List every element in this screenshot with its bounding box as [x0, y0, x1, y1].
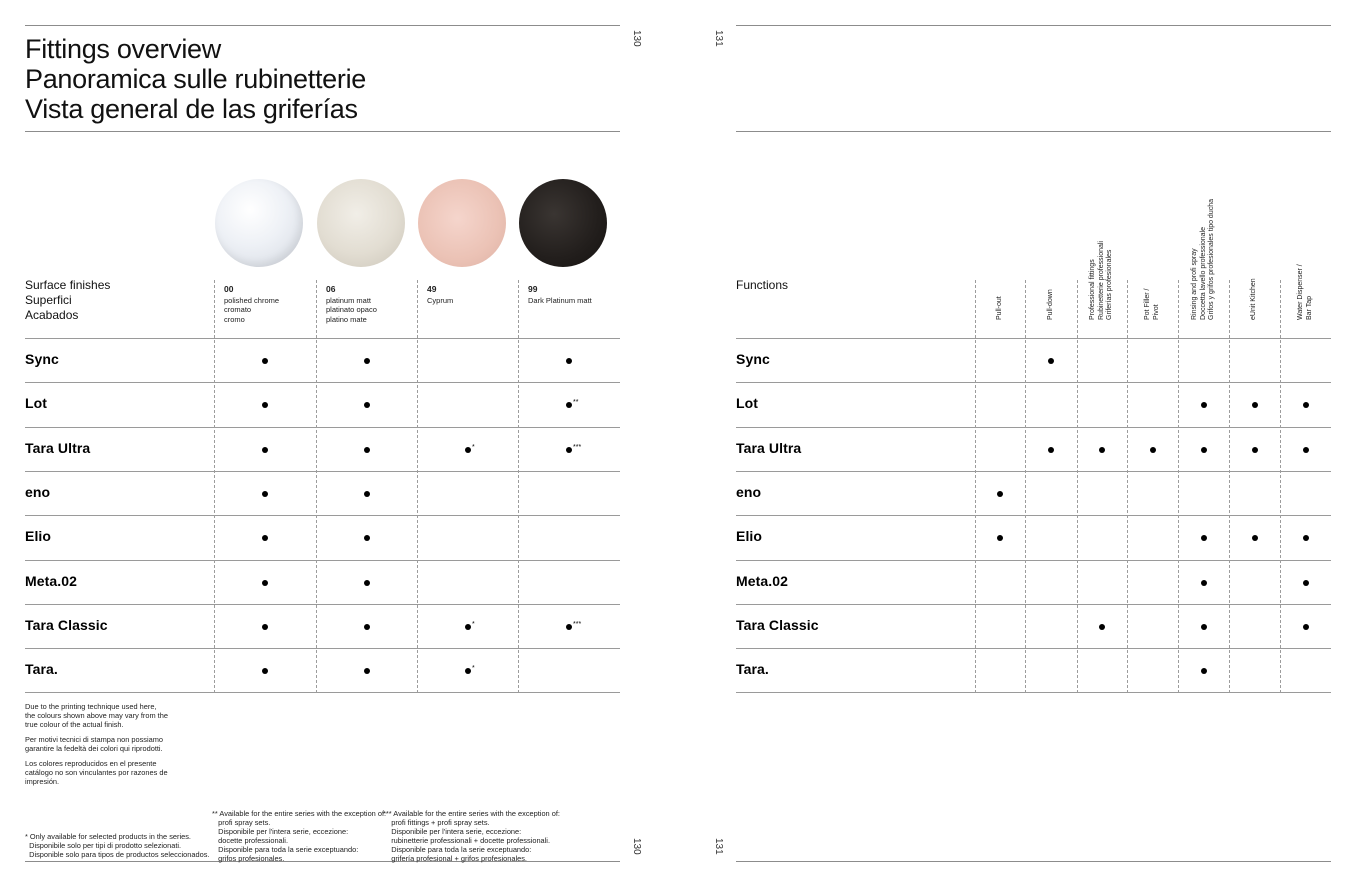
- function-header-line: Water Dispenser /: [1297, 264, 1304, 320]
- column-divider: [316, 280, 317, 693]
- function-header: [1144, 288, 1161, 320]
- series-name: Tara.: [736, 661, 769, 677]
- function-dot: [1048, 447, 1054, 453]
- function-dot: [1201, 447, 1207, 453]
- row-rule: [736, 692, 1331, 693]
- function-dot: [1303, 447, 1309, 453]
- footnote-line: Disponible para toda la serie exceptuando:: [383, 845, 532, 854]
- footnote-mark: *: [472, 621, 475, 628]
- left-title-rule: [25, 131, 620, 132]
- finish-name: Cyprum: [427, 295, 454, 305]
- finish-label: [224, 285, 279, 324]
- series-name: eno: [25, 484, 51, 500]
- disclaimer-line: Los colores reproducidos en el presente: [25, 759, 157, 768]
- left-top-rule: [25, 25, 620, 26]
- row-rule: [25, 515, 620, 516]
- column-divider: [518, 280, 519, 693]
- finish-name: polished chrome: [224, 295, 280, 305]
- series-name: Sync: [736, 351, 770, 367]
- footnote-line: ** Available for the entire series with the exception of:: [212, 809, 387, 818]
- function-header-line: Doccetta lavello professionale: [1199, 227, 1207, 320]
- finish-name: platinum matt: [326, 295, 372, 305]
- function-dot: [1303, 535, 1309, 541]
- title-line-it: Panoramica sulle rubinetterie: [25, 64, 366, 94]
- function-header: [996, 296, 1005, 320]
- row-rule: [736, 338, 1331, 339]
- availability-dot: [364, 580, 370, 586]
- series-name: Meta.02: [736, 573, 789, 589]
- availability-dot: [566, 444, 582, 453]
- row-rule: [736, 515, 1331, 516]
- availability-dot: [364, 447, 370, 453]
- availability-dot: [262, 535, 268, 541]
- page-number-right-top: 131: [713, 30, 724, 47]
- availability-dot: [364, 491, 370, 497]
- function-header: [1297, 264, 1314, 320]
- function-dot: [1201, 668, 1207, 674]
- finish-code: 00: [224, 284, 234, 294]
- function-dot: [1252, 402, 1258, 408]
- function-dot: [1201, 580, 1207, 586]
- availability-dot: [262, 447, 268, 453]
- print-disclaimer: [25, 702, 168, 729]
- row-rule: [736, 427, 1331, 428]
- column-divider: [975, 280, 976, 693]
- series-name: Lot: [736, 395, 759, 411]
- function-dot: [1303, 580, 1309, 586]
- availability-dot: [364, 402, 370, 408]
- function-header-line: Grifos y grifos profesionales tipo ducha: [1208, 198, 1215, 320]
- right-bottom-rule: [736, 861, 1331, 862]
- footnote-line: * Only available for selected products in the series.: [25, 832, 191, 841]
- function-dot: [1201, 624, 1207, 630]
- availability-dot: [262, 402, 268, 408]
- row-rule: [25, 648, 620, 649]
- finish-name: platino mate: [326, 314, 367, 324]
- function-dot: [1201, 535, 1207, 541]
- series-name: eno: [736, 484, 762, 500]
- disclaimer-line: catálogo no son vinculantes por razones de: [25, 768, 168, 777]
- footnote-line: grifos profesionales.: [212, 854, 285, 863]
- availability-dot: [566, 621, 582, 630]
- column-divider: [214, 280, 215, 693]
- function-header-line: Rinsing and profi spray: [1191, 248, 1198, 320]
- availability-dot: [364, 624, 370, 630]
- series-name: Elio: [25, 528, 52, 544]
- availability-dot: [262, 580, 268, 586]
- page-title: [25, 34, 366, 124]
- availability-dot: [262, 624, 268, 630]
- page-number-left-bottom: 130: [631, 838, 642, 855]
- column-divider: [1127, 280, 1128, 693]
- function-header-line: Pull-down: [1047, 289, 1054, 320]
- print-disclaimer: [25, 759, 168, 786]
- right-top-rule: [736, 25, 1331, 26]
- row-rule: [736, 648, 1331, 649]
- disclaimer-line: the colours shown above may vary from the: [25, 711, 168, 720]
- column-divider: [1077, 280, 1078, 693]
- function-dot: [1099, 447, 1105, 453]
- function-header-line: Pot Filler /: [1144, 288, 1151, 320]
- function-dot: [1048, 358, 1054, 364]
- series-name: Meta.02: [25, 573, 78, 589]
- footnote-mark: ***: [573, 621, 582, 628]
- row-rule: [25, 604, 620, 605]
- series-name: Elio: [736, 528, 763, 544]
- function-header: [1089, 241, 1115, 320]
- footnote-mark: ***: [573, 444, 582, 451]
- surface-finishes-label: Surface finishes Superfici Acabados: [25, 278, 111, 322]
- column-divider: [1178, 280, 1179, 693]
- series-name: Tara Ultra: [25, 440, 91, 456]
- row-rule: [736, 560, 1331, 561]
- function-dot: [997, 535, 1003, 541]
- availability-dot: [262, 491, 268, 497]
- row-rule: [736, 382, 1331, 383]
- availability-dot: [566, 358, 572, 364]
- function-dot: [1252, 447, 1258, 453]
- row-rule: [25, 382, 620, 383]
- row-rule: [736, 471, 1331, 472]
- series-name: Lot: [25, 395, 48, 411]
- function-header-line: Rubinetterie professionali: [1097, 241, 1105, 320]
- column-divider: [1280, 280, 1281, 693]
- finish-swatch: [519, 179, 607, 267]
- finish-code: 99: [528, 284, 538, 294]
- footnote-line: *** Available for the entire series with the exception of:: [383, 809, 560, 818]
- function-dot: [1099, 624, 1105, 630]
- availability-dot: [364, 358, 370, 364]
- finish-label: [528, 285, 592, 305]
- function-dot: [1201, 402, 1207, 408]
- footnote-line: profi spray sets.: [212, 818, 271, 827]
- series-name: Tara Classic: [736, 617, 819, 633]
- finish-code: 49: [427, 284, 437, 294]
- print-disclaimer: [25, 735, 163, 753]
- finish-code: 06: [326, 284, 336, 294]
- function-header: [1047, 289, 1056, 320]
- availability-dot: [262, 358, 268, 364]
- column-divider: [1025, 280, 1026, 693]
- function-header-line: Pivot: [1152, 304, 1160, 320]
- series-name: Tara Classic: [25, 617, 108, 633]
- function-header: [1191, 199, 1217, 320]
- row-rule: [25, 560, 620, 561]
- footnote-single-asterisk: [25, 832, 209, 859]
- function-dot: [1150, 447, 1156, 453]
- finish-name: platinato opaco: [326, 305, 377, 314]
- series-name: Tara.: [25, 661, 58, 677]
- finish-swatch: [215, 179, 303, 267]
- row-rule: [25, 471, 620, 472]
- availability-dot: [566, 399, 579, 408]
- function-header: [1250, 278, 1259, 320]
- disclaimer-line: garantire la fedeltà dei colori qui riprodotti.: [25, 744, 163, 753]
- disclaimer-line: true colour of the actual finish.: [25, 720, 124, 729]
- availability-dot: [364, 535, 370, 541]
- availability-dot: [465, 665, 475, 674]
- disclaimer-line: impresión.: [25, 777, 60, 786]
- function-dot: [1303, 624, 1309, 630]
- title-line-es: Vista general de las griferías: [25, 94, 358, 124]
- function-header-line: Bar Tap: [1305, 296, 1313, 320]
- series-name: Sync: [25, 351, 59, 367]
- availability-dot: [465, 444, 475, 453]
- title-line-en: Fittings overview: [25, 34, 221, 64]
- column-divider: [1229, 280, 1230, 693]
- function-dot: [1303, 402, 1309, 408]
- footnote-line: grifería profesional + grifos profesionales.: [383, 854, 527, 863]
- disclaimer-line: Due to the printing technique used here,: [25, 702, 157, 711]
- page-number-right-bottom: 131: [713, 838, 724, 855]
- row-rule: [25, 692, 620, 693]
- row-rule: [25, 338, 620, 339]
- finish-swatch: [418, 179, 506, 267]
- function-dot: [1252, 535, 1258, 541]
- functions-label: Functions: [736, 278, 789, 292]
- finish-swatch: [317, 179, 405, 267]
- right-title-rule: [736, 131, 1331, 132]
- footnote-line: profi fittings + profi spray sets.: [383, 818, 490, 827]
- row-rule: [736, 604, 1331, 605]
- footnote-triple-asterisk: [383, 809, 560, 863]
- footnote-line: docette professionali.: [212, 836, 289, 845]
- page-number-left-top: 130: [631, 30, 642, 47]
- availability-dot: [465, 621, 475, 630]
- function-header-line: Griferías profesionales: [1106, 249, 1113, 320]
- function-header-line: eUnit Kitchen: [1250, 278, 1257, 320]
- footnote-mark: *: [472, 444, 475, 451]
- row-rule: [25, 427, 620, 428]
- footnote-line: Disponibile per l'intera serie, eccezione:: [212, 827, 349, 836]
- series-name: Tara Ultra: [736, 440, 802, 456]
- finish-name: Dark Platinum matt: [528, 295, 592, 305]
- column-divider: [417, 280, 418, 693]
- footnote-mark: **: [573, 399, 579, 406]
- availability-dot: [262, 668, 268, 674]
- function-header-line: Pull-out: [996, 296, 1003, 320]
- disclaimer-line: Per motivi tecnici di stampa non possiamo: [25, 735, 164, 744]
- availability-dot: [364, 668, 370, 674]
- finish-name: cromato: [224, 305, 252, 314]
- finish-label: [427, 285, 453, 305]
- finish-label: [326, 285, 377, 324]
- footnote-line: rubinetterie professionali + docette professionali.: [383, 836, 551, 845]
- footnote-line: Disponible para toda la serie exceptuando:: [212, 845, 359, 854]
- finish-name: cromo: [224, 314, 245, 324]
- footnote-line: Disponible solo para tipos de productos seleccionados.: [25, 850, 210, 859]
- footnote-mark: *: [472, 665, 475, 672]
- footnote-line: Disponibile per l'intera serie, eccezione:: [383, 827, 522, 836]
- function-dot: [997, 491, 1003, 497]
- footnote-line: Disponibile solo per tipi di prodotto selezionati.: [25, 841, 182, 850]
- footnote-double-asterisk: [212, 809, 386, 863]
- function-header-line: Professional fittings: [1089, 259, 1096, 320]
